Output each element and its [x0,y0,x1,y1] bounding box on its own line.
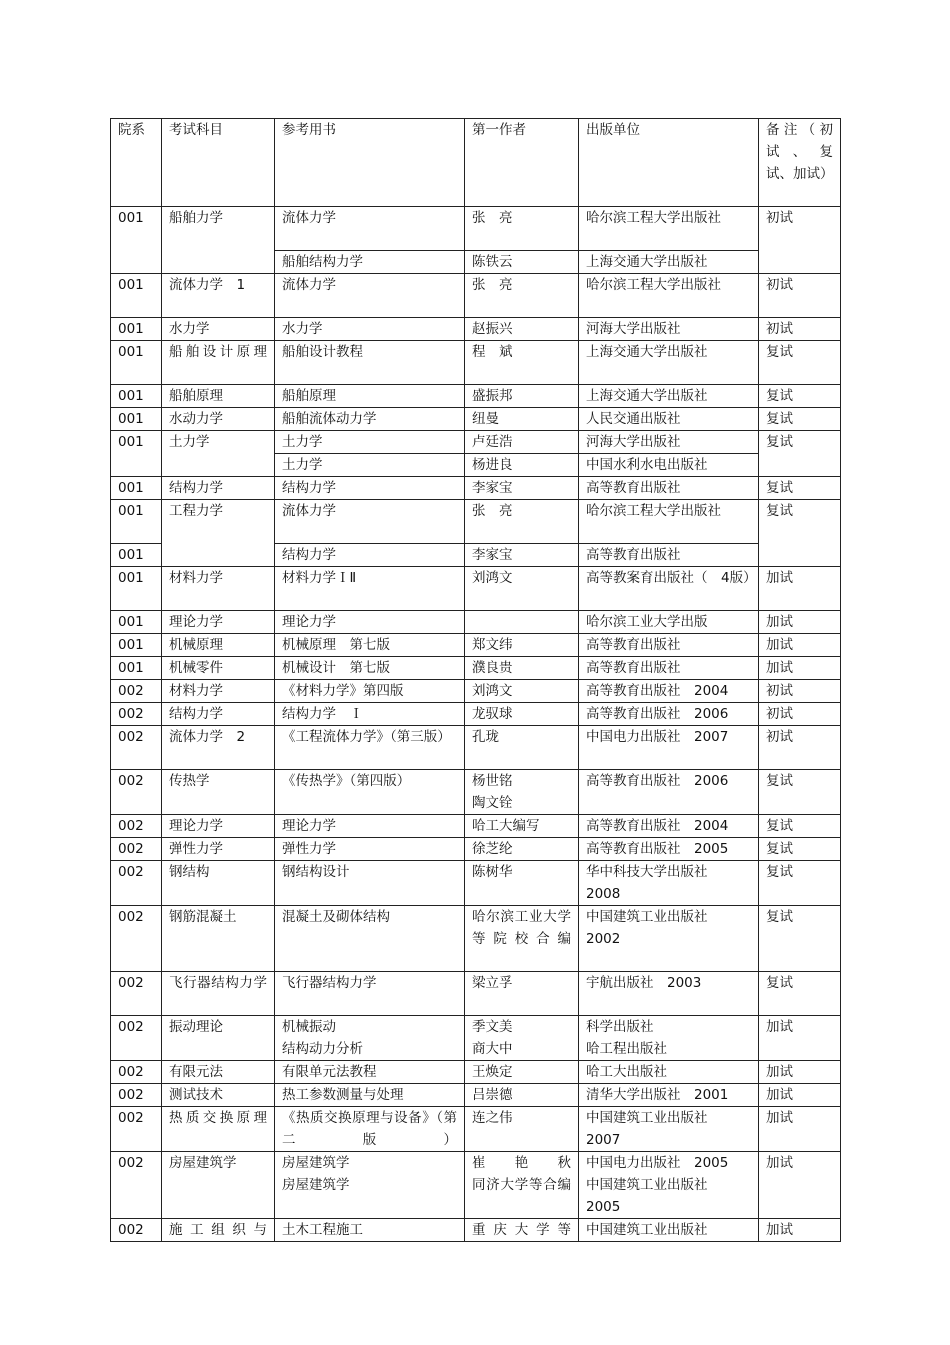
cell-book: 船舶原理 [275,385,465,408]
cell-dept: 002 [111,906,162,972]
header-row [111,119,841,207]
cell-book: 结构力学 [275,477,465,500]
cell-subject: 钢结构 [162,861,275,906]
cell-book: 《传热学》（第四版） [275,770,465,815]
cell-book: 弹性力学 [275,838,465,861]
cell-book: 水力学 [275,318,465,341]
cell-book: 混凝土及砌体结构 [275,906,465,972]
cell-note: 复试 [759,861,841,906]
cell-subject: 船舶设计原理 [162,341,275,385]
cell-dept: 001 [111,544,162,567]
cell-author: 濮良贵 [465,657,579,680]
cell-author: 李家宝 [465,544,579,567]
cell-book: 土木工程施工 [275,1219,465,1242]
cell-subject: 理论力学 [162,611,275,634]
cell-subject: 施工组织与 [162,1219,275,1242]
cell-publisher: 中国电力出版社 2007 [579,726,759,770]
cell-publisher: 中国建筑工业出版社 2002 [579,906,759,972]
cell-book: 钢结构设计 [275,861,465,906]
cell-publisher: 科学出版社 哈工程出版社 [579,1016,759,1061]
cell-subject: 热质交换原理 [162,1107,275,1152]
table-row [111,431,841,454]
table-row [111,838,841,861]
cell-dept: 002 [111,1152,162,1219]
cell-publisher: 哈尔滨工业大学出版 [579,611,759,634]
cell-author: 赵振兴 [465,318,579,341]
cell-author: 张 亮 [465,274,579,318]
cell-publisher: 中国水利水电出版社 [579,454,759,477]
cell-dept: 002 [111,815,162,838]
cell-book: 《工程流体力学》（第三版） [275,726,465,770]
table-row [111,611,841,634]
cell-dept: 001 [111,567,162,611]
cell-book: 结构力学 Ｉ [275,703,465,726]
cell-publisher: 河海大学出版社 [579,318,759,341]
cell-author [465,611,579,634]
table-row [111,1061,841,1084]
cell-author: 吕崇德 [465,1084,579,1107]
cell-publisher: 哈工大出版社 [579,1061,759,1084]
table-row [111,500,841,544]
cell-note: 复试 [759,341,841,385]
cell-book: 船舶流体动力学 [275,408,465,431]
cell-dept: 002 [111,1107,162,1152]
cell-note: 加试 [759,1219,841,1242]
cell-note: 初试 [759,726,841,770]
table-row [111,906,841,972]
table-row [111,318,841,341]
cell-publisher: 高等教育出版社 2004 [579,815,759,838]
cell-book: 流体力学 [275,500,465,544]
cell-note: 加试 [759,1107,841,1152]
cell-publisher: 上海交通大学出版社 [579,341,759,385]
cell-book: 船舶结构力学 [275,251,465,274]
cell-subject: 理论力学 [162,815,275,838]
cell-author: 重庆大学等 [465,1219,579,1242]
cell-note: 初试 [759,207,841,274]
cell-publisher: 人民交通出版社 [579,408,759,431]
cell-note: 复试 [759,408,841,431]
header-book: 参考用书 [275,119,465,207]
cell-book: 机械振动 结构动力分析 [275,1016,465,1061]
header-note: 备注（初试、复试、加试） [759,119,841,207]
cell-author: 连之伟 [465,1107,579,1152]
cell-publisher: 上海交通大学出版社 [579,385,759,408]
cell-subject: 材料力学 [162,680,275,703]
cell-book: 土力学 [275,431,465,454]
cell-note: 复试 [759,385,841,408]
cell-note: 初试 [759,680,841,703]
cell-subject: 钢筋混凝土 [162,906,275,972]
cell-note: 复试 [759,972,841,1016]
cell-author: 刘鸿文 [465,680,579,703]
cell-dept: 001 [111,634,162,657]
cell-publisher: 清华大学出版社 2001 [579,1084,759,1107]
cell-subject: 工程力学 [162,500,275,567]
cell-subject: 船舶原理 [162,385,275,408]
table-row [111,408,841,431]
table-row [111,477,841,500]
cell-dept: 001 [111,341,162,385]
cell-subject: 流体力学 1 [162,274,275,318]
cell-book: 流体力学 [275,207,465,251]
header-subject: 考试科目 [162,119,275,207]
cell-author: 杨进良 [465,454,579,477]
cell-dept: 002 [111,1061,162,1084]
cell-note: 复试 [759,770,841,815]
table-row [111,861,841,906]
cell-publisher: 高等教育出版社 2005 [579,838,759,861]
header-author: 第一作者 [465,119,579,207]
cell-subject: 水力学 [162,318,275,341]
cell-dept: 002 [111,838,162,861]
cell-publisher: 高等教育出版社 [579,477,759,500]
cell-dept: 002 [111,1016,162,1061]
cell-publisher: 高等教案育出版社（ 4版） [579,567,759,611]
cell-subject: 土力学 [162,431,275,477]
cell-dept: 002 [111,1084,162,1107]
cell-publisher: 高等教育出版社 2006 [579,770,759,815]
cell-author: 龙驭球 [465,703,579,726]
cell-author: 孔珑 [465,726,579,770]
cell-subject: 结构力学 [162,477,275,500]
table-row [111,972,841,1016]
table-row [111,1219,841,1242]
table-row [111,680,841,703]
cell-note: 加试 [759,611,841,634]
cell-book: 船舶设计教程 [275,341,465,385]
table-row [111,207,841,251]
table-row [111,657,841,680]
cell-dept: 001 [111,274,162,318]
cell-note: 加试 [759,1061,841,1084]
cell-subject: 机械零件 [162,657,275,680]
table-row [111,703,841,726]
cell-dept: 002 [111,861,162,906]
cell-book: 房屋建筑学 房屋建筑学 [275,1152,465,1219]
cell-publisher: 上海交通大学出版社 [579,251,759,274]
cell-book: 理论力学 [275,815,465,838]
cell-publisher: 哈尔滨工程大学出版社 [579,274,759,318]
table-row [111,1016,841,1061]
cell-dept: 002 [111,680,162,703]
cell-dept: 002 [111,726,162,770]
cell-subject: 船舶力学 [162,207,275,274]
cell-book: 土力学 [275,454,465,477]
table-row [111,815,841,838]
header-publisher: 出版单位 [579,119,759,207]
reference-books-table [110,118,841,1242]
cell-book: 飞行器结构力学 [275,972,465,1016]
cell-subject: 材料力学 [162,567,275,611]
cell-book: 《热质交换原理与设备》（第二版） [275,1107,465,1152]
cell-author: 季文美 商大中 [465,1016,579,1061]
cell-dept: 001 [111,408,162,431]
cell-book: 有限单元法教程 [275,1061,465,1084]
cell-publisher: 中国电力出版社 2005 中国建筑工业出版社 2005 [579,1152,759,1219]
cell-note: 加试 [759,1152,841,1219]
cell-note: 复试 [759,815,841,838]
cell-author: 张 亮 [465,207,579,251]
cell-publisher: 高等教育出版社 [579,544,759,567]
cell-dept: 001 [111,431,162,477]
cell-subject: 测试技术 [162,1084,275,1107]
table-row [111,567,841,611]
cell-book: 材料力学ＩⅡ [275,567,465,611]
cell-publisher: 中国建筑工业出版社 2007 [579,1107,759,1152]
cell-dept: 001 [111,318,162,341]
cell-book: 理论力学 [275,611,465,634]
cell-publisher: 宇航出版社 2003 [579,972,759,1016]
cell-dept: 002 [111,1219,162,1242]
cell-dept: 002 [111,972,162,1016]
cell-note: 初试 [759,703,841,726]
cell-publisher: 高等教育出版社 2004 [579,680,759,703]
cell-dept: 001 [111,385,162,408]
cell-subject: 水动力学 [162,408,275,431]
cell-dept: 002 [111,703,162,726]
cell-note: 加试 [759,1084,841,1107]
cell-subject: 房屋建筑学 [162,1152,275,1219]
cell-book: 热工参数测量与处理 [275,1084,465,1107]
cell-author: 李家宝 [465,477,579,500]
cell-author: 张 亮 [465,500,579,544]
cell-dept: 001 [111,477,162,500]
table-row [111,385,841,408]
cell-subject: 结构力学 [162,703,275,726]
cell-subject: 弹性力学 [162,838,275,861]
cell-book: 结构力学 [275,544,465,567]
cell-author: 梁立孚 [465,972,579,1016]
cell-publisher: 中国建筑工业出版社 [579,1219,759,1242]
cell-note: 加试 [759,657,841,680]
cell-author: 纽曼 [465,408,579,431]
table-row [111,274,841,318]
cell-author: 王焕定 [465,1061,579,1084]
cell-author: 郑文纬 [465,634,579,657]
cell-note: 加试 [759,567,841,611]
cell-dept: 001 [111,207,162,274]
cell-dept: 001 [111,500,162,544]
cell-publisher: 华中科技大学出版社 2008 [579,861,759,906]
cell-publisher: 高等教育出版社 [579,634,759,657]
cell-note: 复试 [759,906,841,972]
cell-subject: 飞行器结构力学 [162,972,275,1016]
cell-publisher: 高等教育出版社 [579,657,759,680]
cell-subject: 机械原理 [162,634,275,657]
cell-subject: 振动理论 [162,1016,275,1061]
cell-dept: 001 [111,611,162,634]
cell-subject: 传热学 [162,770,275,815]
header-dept: 院系 [111,119,162,207]
cell-note: 复试 [759,500,841,567]
cell-book: 《材料力学》第四版 [275,680,465,703]
cell-note: 加试 [759,634,841,657]
cell-author: 徐芝纶 [465,838,579,861]
cell-publisher: 河海大学出版社 [579,431,759,454]
cell-note: 初试 [759,274,841,318]
cell-book: 机械原理 第七版 [275,634,465,657]
cell-author: 卢廷浩 [465,431,579,454]
table-row [111,341,841,385]
cell-subject: 流体力学 2 [162,726,275,770]
cell-author: 哈尔滨工业大学等院校合编 [465,906,579,972]
cell-author: 刘鸿文 [465,567,579,611]
cell-author: 陈铁云 [465,251,579,274]
cell-publisher: 哈尔滨工程大学出版社 [579,500,759,544]
cell-subject: 有限元法 [162,1061,275,1084]
table-row [111,726,841,770]
table-row [111,1084,841,1107]
cell-book: 流体力学 [275,274,465,318]
cell-publisher: 哈尔滨工程大学出版社 [579,207,759,251]
cell-note: 复试 [759,838,841,861]
cell-note: 复试 [759,431,841,477]
cell-author: 盛振邦 [465,385,579,408]
cell-note: 复试 [759,477,841,500]
cell-author: 哈工大编写 [465,815,579,838]
cell-author: 陈树华 [465,861,579,906]
cell-note: 初试 [759,318,841,341]
cell-note: 加试 [759,1016,841,1061]
table-row [111,1152,841,1219]
table-row [111,634,841,657]
cell-dept: 002 [111,770,162,815]
cell-book: 机械设计 第七版 [275,657,465,680]
cell-author: 程 斌 [465,341,579,385]
cell-publisher: 高等教育出版社 2006 [579,703,759,726]
table-row [111,770,841,815]
cell-author: 崔艳秋 同济大学等合编 [465,1152,579,1219]
cell-dept: 001 [111,657,162,680]
table-row [111,1107,841,1152]
cell-author: 杨世铭 陶文铨 [465,770,579,815]
